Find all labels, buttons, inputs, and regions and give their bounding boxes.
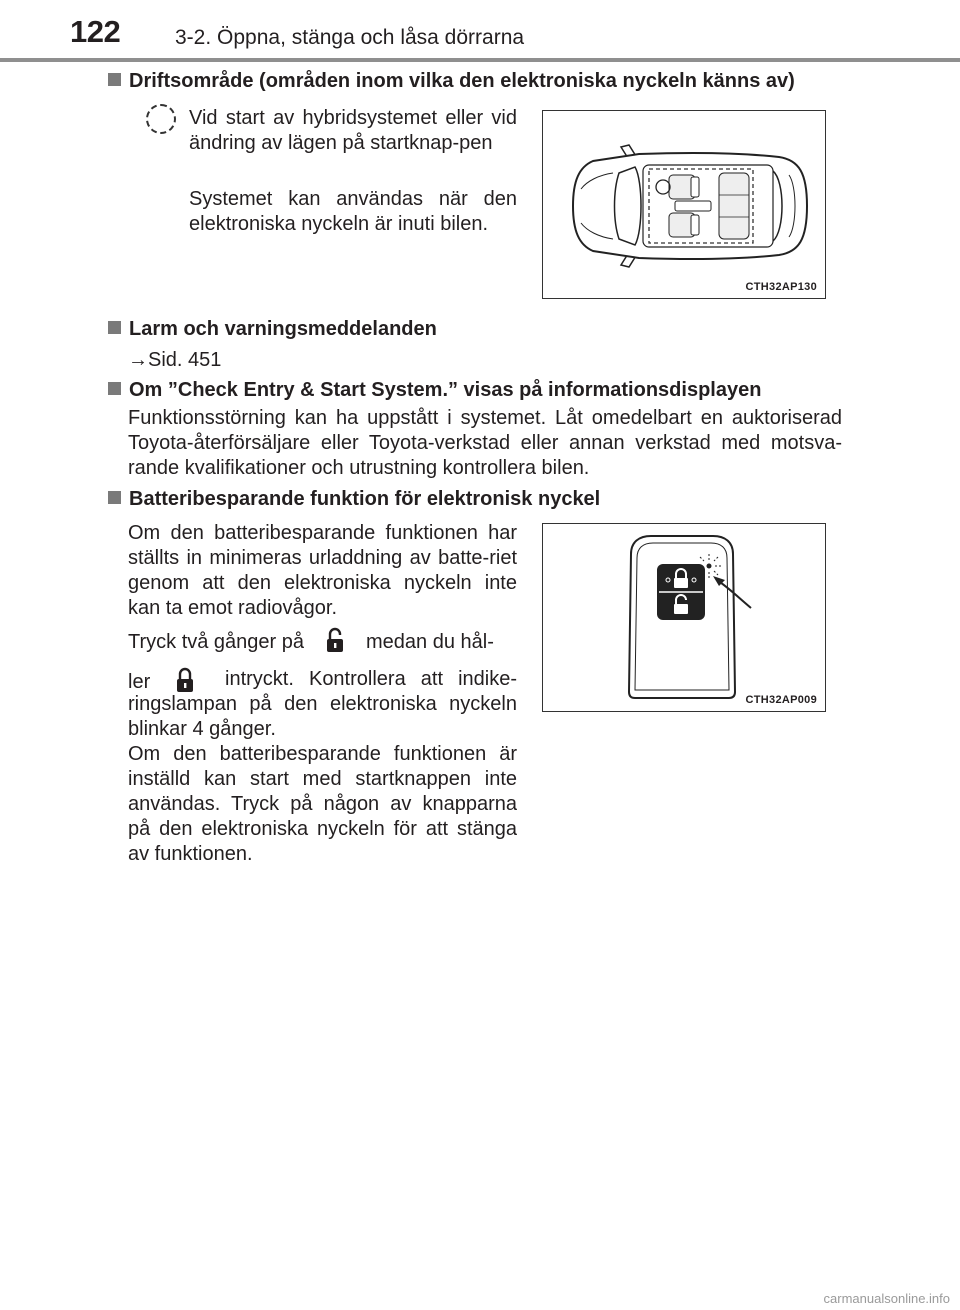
- range-description-start: Vid start av hybridsystemet eller vid ändring av lägen på startknap-pen: [189, 107, 517, 154]
- section-heading-check-entry: Om ”Check Entry & Start System.” visas på informationsdisplayen: [108, 379, 761, 402]
- figure-caption: CTH32AP130: [745, 281, 817, 293]
- battery-saving-instruction-rest: intryckt. Kontrollera att indike-ringslampan på den elektroniska nyckeln blinkar 4 gånger.: [128, 668, 517, 740]
- unlock-icon: [326, 627, 344, 653]
- figure-car-detection-area: [542, 110, 826, 299]
- page-reference: →Sid. 451: [128, 349, 222, 371]
- section-heading-battery-saving: Batteribesparande funktion för elektronisk nyckel: [108, 488, 600, 511]
- bullet-square-icon: [108, 73, 121, 86]
- chapter-title: 3-2. Öppna, stänga och låsa dörrarna: [175, 26, 525, 49]
- battery-saving-instruction-line2: ler: [128, 667, 517, 695]
- page-header: [0, 0, 960, 62]
- section-heading-operating-range: Driftsområde (områden inom vilka den elektroniska nyckeln känns av): [108, 70, 795, 93]
- range-description-inside: Systemet kan användas när den elektroniska nyckeln är inuti bilen.: [189, 188, 517, 235]
- figure-electronic-key: [542, 523, 826, 712]
- electronic-key-illustration: [543, 524, 825, 711]
- battery-saving-para1: Om den batteribesparande funktionen har ställts in minimeras urladdning av batte-riet genom att den elektroniska nyckeln inte kan ta emot radiovågor.: [128, 522, 517, 619]
- bullet-square-icon: [108, 321, 121, 334]
- section-heading-alarms: Larm och varningsmeddelanden: [108, 318, 437, 341]
- battery-saving-instruction-line1: Tryck två gånger på medan du hål-: [128, 627, 517, 655]
- car-top-view-illustration: [543, 111, 825, 298]
- header-rule: [0, 58, 960, 62]
- battery-saving-para3: Om den batteribesparande funktionen är inställd kan start med startknappen inte användas. Tryck på någon av knapparna på den elektroniska nyckeln för att stänga av funktionen.: [128, 743, 517, 865]
- bullet-square-icon: [108, 491, 121, 504]
- footer-watermark: carmanualsonline.info: [823, 1291, 950, 1306]
- bullet-square-icon: [108, 382, 121, 395]
- dashed-range-icon: [146, 104, 176, 134]
- page-number: 122: [70, 14, 121, 49]
- check-entry-body: Funktionsstörning kan ha uppstått i systemet. Låt omedelbart en auktoriserad Toyota-återförsäljare eller Toyota-verkstad eller annan verkstad med motsva-rande kvalifikationer och utrustning kontrollera bilen.: [128, 407, 842, 479]
- figure-caption: CTH32AP009: [745, 694, 817, 706]
